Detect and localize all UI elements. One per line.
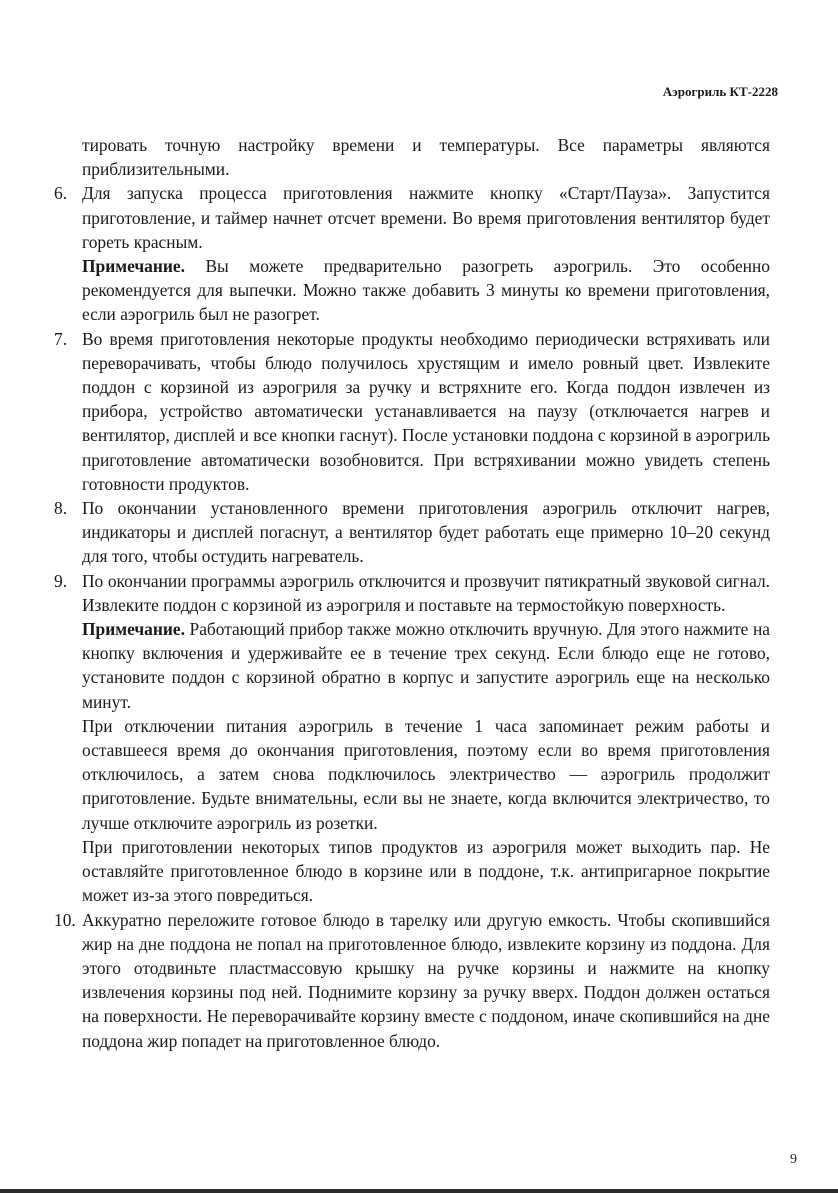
note-text: Вы можете предварительно разогреть аэрогриль. Это особенно рекомендуется для выпечки. Можно также добавить 3 минуты ко времени приготовления, если аэрогриль был не разогрет. — [82, 256, 770, 325]
step-10 — [54, 908, 770, 1053]
note-label: Примечание. — [82, 619, 185, 640]
step-text: По окончании установленного времени приготовления аэрогриль отключит нагрев, индикаторы и дисплей погаснут, а вентилятор будет работать еще примерно 10–20 секунд для того, чтобы остудить нагреватель. — [82, 498, 770, 567]
step-number: 10. — [54, 909, 76, 930]
step-extra-paragraph: При отключении питания аэрогриль в течение 1 часа запоминает режим работы и оставшееся время до окончания приготовления, поэтому если во время приготовления отключилось, а затем снова подключилось электричество — аэрогриль продолжит приготовление. Будьте внимательны, если вы не знаете, когда включится электричество, то лучше отключите аэрогриль из розетки. — [82, 715, 770, 833]
step-text: По окончании программы аэрогриль отключится и прозвучит пятикратный звуковой сигнал. Извлеките поддон с корзиной из аэрогриля и поставьте на термостойкую поверхность. — [82, 570, 770, 615]
step-number: 6. — [54, 183, 68, 204]
step-note — [82, 254, 770, 327]
step-9 — [54, 569, 770, 908]
intro-paragraph: тировать точную настройку времени и температуры. Все параметры являются приблизительными. — [82, 135, 770, 180]
note-label: Примечание. — [82, 256, 185, 277]
note-text: Работающий прибор также можно отключить вручную. Для этого нажмите на кнопку включения и удерживайте ее в течение трех секунд. Если блюдо еще не готово, установите поддон с корзиной обратно в корпус и запустите аэрогриль еще на несколько минут. — [82, 619, 770, 712]
step-number: 7. — [54, 328, 68, 349]
step-6 — [54, 181, 770, 326]
bottom-rule — [0, 1189, 838, 1193]
step-note — [82, 617, 770, 714]
page-body — [54, 133, 770, 1053]
step-7 — [54, 327, 770, 496]
step-number: 8. — [54, 498, 68, 519]
step-number: 9. — [54, 570, 68, 591]
running-header: Аэрогриль КТ-2228 — [662, 84, 778, 99]
step-extra-paragraph: При приготовлении некоторых типов продуктов из аэрогриля может выходить пар. Не оставляйте приготовленное блюдо в корзине или в поддоне, т.к. антипригарное покрытие может из-за этого повредиться. — [82, 836, 770, 906]
step-text: Аккуратно переложите готовое блюдо в тарелку или другую емкость. Чтобы скопившийся жир на дне поддона не попал на приготовленное блюдо, извлеките корзину из поддона. Для этого отодвиньте пластмассовую крышку на ручке корзины и нажмите на кнопку извлечения корзины под ней. Поднимите корзину за ручку вверх. Поддон должен остаться на поверхности. Не переворачивайте корзину вместе с поддоном, иначе скопившийся на дне поддона жир попадет на приготовленное блюдо. — [82, 909, 770, 1051]
step-text: Во время приготовления некоторые продукты необходимо периодически встряхивать или переворачивать, чтобы блюдо получилось хрустящим и имело ровный цвет. Извлеките поддон с корзиной из аэрогриля за ручку и встряхните его. Когда поддон извлечен из прибора, устройство автоматически устанавливается на паузу (отключается нагрев и вентилятор, дисплей и все кнопки гаснут). После установки поддона с корзиной в аэрогриль приготовление автоматически возобновится. При встряхивании можно увидеть степень готовности продуктов. — [82, 328, 770, 494]
step-8 — [54, 496, 770, 569]
page-number: 9 — [790, 1152, 797, 1167]
step-text: Для запуска процесса приготовления нажмите кнопку «Старт/Пауза». Запустится приготовление, и таймер начнет отсчет времени. Во время приготовления вентилятор будет гореть красным. — [82, 183, 770, 252]
